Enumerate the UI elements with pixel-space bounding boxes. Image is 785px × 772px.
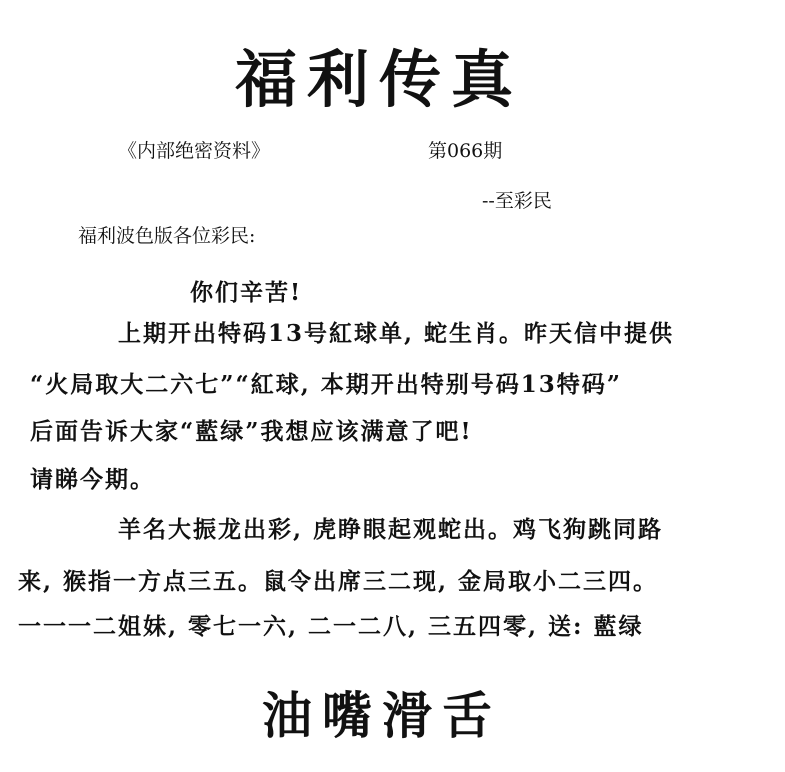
- paragraph-1-line-2: “火局取大二六七”“紅球, 本期开出特别号码13特码”: [30, 371, 622, 398]
- source-label: 《内部绝密资料》: [118, 140, 271, 162]
- signature: --至彩民: [482, 190, 552, 212]
- paragraph-2-line-1: 羊名大振龙出彩, 虎睁眼起观蛇出。鸡飞狗跳同路: [118, 516, 664, 543]
- paragraph-2-line-3: 一一一二姐妹, 零七一六, 二一二八, 三五四零, 送: 藍绿: [18, 613, 644, 640]
- page-title: 福利传真: [235, 43, 524, 116]
- greeting: 你们辛苦!: [190, 279, 303, 306]
- request-line: 请睇今期。: [30, 466, 155, 493]
- paragraph-2-line-2: 来, 猴指一方点三五。鼠令出席三二现, 金局取小二三四。: [18, 568, 659, 595]
- footer-slogan: 油嘴滑舌: [262, 686, 502, 745]
- salutation: 福利波色版各位彩民:: [78, 225, 256, 247]
- paragraph-1-line-3: 后面告诉大家“藍绿”我想应该满意了吧!: [30, 418, 473, 445]
- paragraph-1-line-1: 上期开出特码13号紅球单, 蛇生肖。昨天信中提供: [118, 320, 675, 347]
- issue-number: 第066期: [428, 140, 503, 162]
